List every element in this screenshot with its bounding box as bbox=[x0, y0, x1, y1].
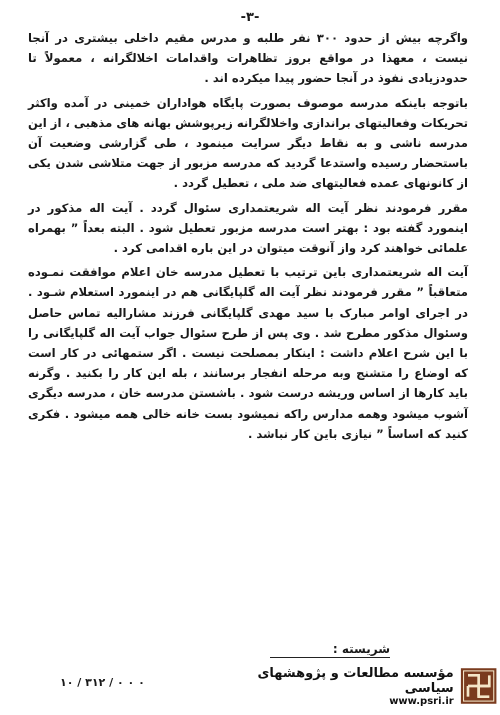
watermark-title: مؤسسه مطالعات و پژوهشهای سیاسی bbox=[257, 665, 454, 696]
document-body bbox=[28, 28, 468, 444]
paragraph: باتوجه باینکه مدرسه موصوف بصورت پایگاه هواداران خمینی در آمده واکثر تحریکات وفعالیتهای براندازی واخلالگرانه زیرپوشش بهانه های مذهبی ، از این مدرسه ناشی و به نقاط دیگر سرایت مینمود ، طی گزارشی وضعیت آن باستحضار رسیده واستدعا گردید که مدرسه مزبور از جهت متلاشی شدن یکی از کانونهای عمده فعالیتهای ضد ملی ، تعطیل گردد . bbox=[27, 95, 468, 191]
page-number: -٣- bbox=[240, 10, 260, 25]
paragraph: مقرر فرمودند نظر آیت اله شریعتمداری سئوال گردد . آیت اله مذکور در اینمورد گفته بود : بهتر است مدرسه مزبور تعطیل شود . البته بعداً ” بهمراه علمائی خواهند کرد واز آنوقت میتوان در این باره اقدامی کرد . bbox=[28, 200, 468, 256]
document-code: ۰ ۰ ۰ / ۳۱۲ / ۱۰ bbox=[60, 676, 145, 689]
institute-watermark bbox=[232, 660, 497, 712]
paragraph: واگرچه بیش از حدود ٣٠٠ نفر طلبه و مدرس مقیم داخلی بیشتری در آنجا نیست ، معهذا در مواقع بروز تظاهرات واقدامات اخلالگرانه ، معمولاً تا حدودزیادی نفوذ در آنجا حضور پیدا میکرده اند . bbox=[28, 31, 469, 86]
institute-logo-icon bbox=[460, 665, 497, 707]
paragraph: آیت اله شریعتمداری باین ترتیب با تعطیل مدرسه خان اعلام موافقت نمـوده متعاقباً ” مقرر فرمودند نظر آیت اله گلپایگانی هم در اینمورد استعلام شـود . در اجرای اوامر مبارک با سید مهدی گلپایگانی فرزند مشارالیه تماس حاصل وسئوال مذکور مطرح شد . وی پس از طرح سئوال جواب آیت اله گلپایگانی را با این شرح اعلام داشت : اینکار بمصلحت نیست . اگر ستمهائی در کار است که اوضاع را متشنج وبه مرحله انفجار برسانند ، بله این کار را بکنید . وگرنه باید کارها از اساس وریشه درست شود . باشستن مدرسه خان ، مدرسه دیگری آشوب میشود وهمه مدارس راکه نمیشود بست خانه خالی همه میشود . فکری کنید که اساساً ” نیازی باین کار نباشد . bbox=[28, 265, 468, 441]
watermark-url: www.psri.ir bbox=[389, 695, 454, 707]
signature-label: شریسته : bbox=[270, 642, 390, 658]
